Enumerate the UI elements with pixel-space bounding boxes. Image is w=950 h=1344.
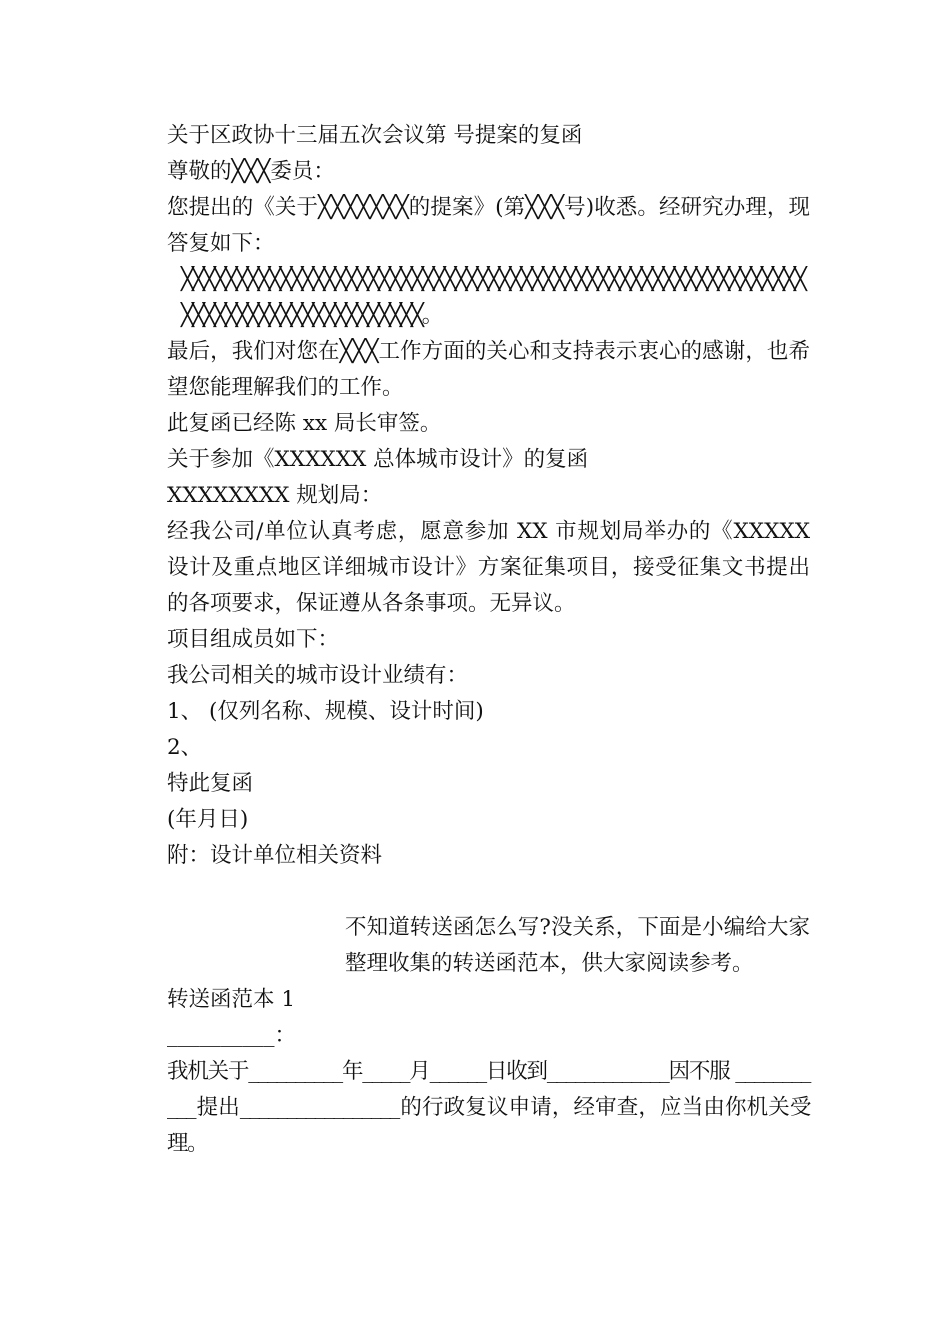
reply2-attachment: 附：设计单位相关资料 [167,843,383,868]
reply1-salutation: 尊敬的╳╳╳委员： [167,159,335,184]
reply2-title: 关于参加《XXXXXX 总体城市设计》的复函 [167,447,589,472]
reply1-closing: 最后，我们对您在╳╳╳工作方面的关心和支持表示衷心的感谢，也希望您能理解我们的工作。 [167,339,810,400]
reply1-masked-body: ╳╳╳╳╳╳╳╳╳╳╳╳╳╳╳╳╳╳╳╳╳╳╳╳╳╳╳╳╳╳╳╳╳╳╳╳╳╳╳╳╳╳╳╳╳╳╳╳╳╳╳╳╳╳╳╳╳╳╳╳╳╳╳╳╳╳╳╳╳╳╳╳╳╳╳╳╳╳╳。 [181,267,805,328]
reply2-body: 经我公司/单位认真考虑，愿意参加 XX 市规划局举办的《XXXXX 设计及重点地区详细城市设计》方案征集项目，接受征集文书提出的各项要求，保证遵从各条事项。无异议。 [167,519,810,616]
reply2-item1: 1、 (仅列名称、规模、设计时间) [167,699,484,724]
reply2-date: (年月日) [167,807,249,832]
reply1-review-note: 此复函已经陈 xx 局长审签。 [167,411,442,436]
transfer-sample-title: 转送函范本 1 [167,987,296,1012]
reply2-members: 项目组成员如下： [167,627,340,652]
reply2-achievements: 我公司相关的城市设计业绩有： [167,663,469,688]
reply2-item2: 2、 [167,735,203,760]
transfer-blank-addressee: __________： [167,1023,297,1048]
reply1-intro: 您提出的《关于╳╳╳╳╳╳╳的提案》(第╳╳╳号)收悉。经研究办理，现答复如下： [167,195,810,256]
reply2-addressee: XXXXXXXX 规划局： [167,483,383,508]
reply1-title: 关于区政协十三届五次会议第 号提案的复函 [167,123,583,148]
reply2-closing: 特此复函 [167,771,254,796]
transfer-body: 我机关于__________年_____月______日收到_____________因不服 ___________提出_________________的行政复议申请，经审查，应当由你机关受理。 [167,1059,810,1156]
document-page [145,118,810,1162]
transfer-intro: 不知道转送函怎么写?没关系，下面是小编给大家整理收集的转送函范本，供大家阅读参考。 [345,915,810,976]
